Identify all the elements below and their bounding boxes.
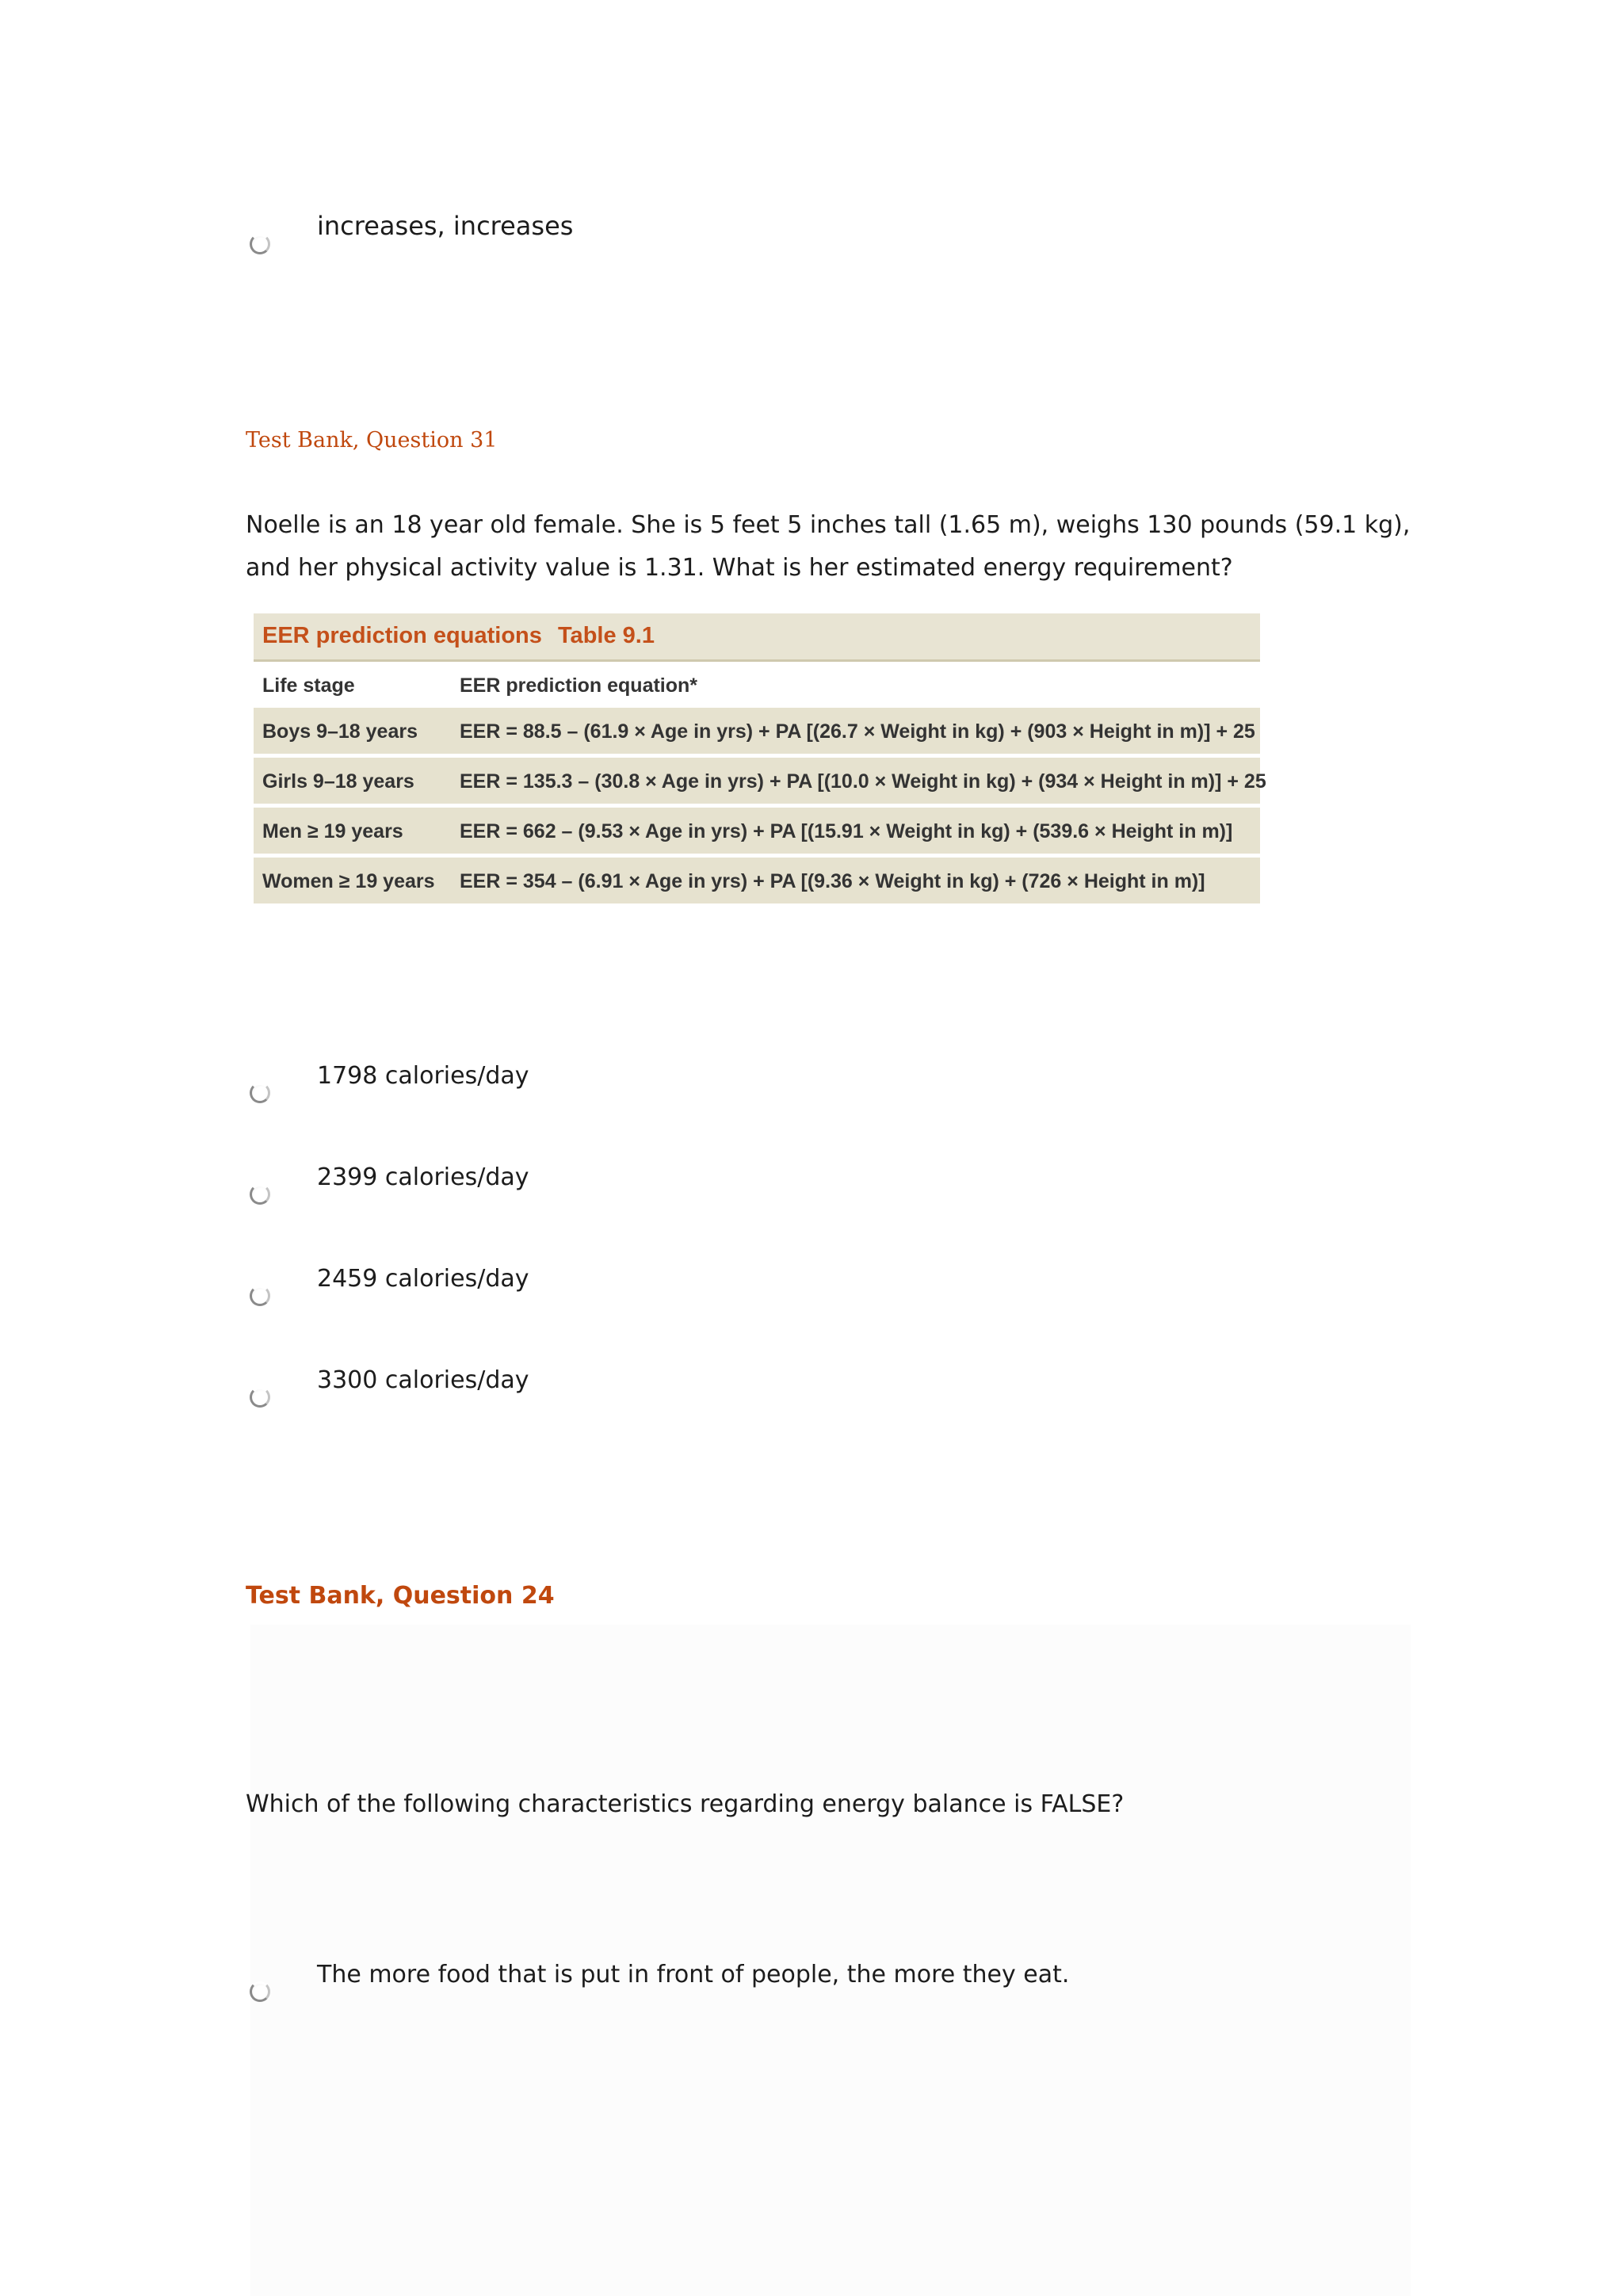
radio-button[interactable] [250, 1083, 270, 1103]
table-row [254, 858, 1260, 904]
answer-option-label: 2399 calories/day [317, 1163, 529, 1191]
table-row [254, 808, 1260, 854]
life-stage: Men ≥ 19 years [262, 820, 403, 842]
answer-option-label: increases, increases [317, 211, 574, 241]
question-text: Noelle is an 18 year old female. She is 5 feet 5 inches tall (1.65 m), weighs 130 pounds (59.1 kg), and her physical activity value is 1.31. What is her estimated energy requirement? [246, 511, 1411, 582]
table-title: EER prediction equations [262, 623, 542, 648]
table-label: Table 9.1 [558, 623, 655, 648]
column-header: Life stage [262, 674, 355, 697]
question-heading: Test Bank, Question 24 [246, 1582, 555, 1610]
radio-button[interactable] [250, 1184, 270, 1205]
radio-button[interactable] [250, 234, 270, 254]
answer-option-label: 2459 calories/day [317, 1265, 529, 1293]
radio-button[interactable] [250, 1387, 270, 1408]
answer-option-label: 3300 calories/day [317, 1366, 529, 1394]
radio-button[interactable] [250, 1981, 270, 2002]
table-row [254, 708, 1260, 754]
answer-option-label: The more food that is put in front of people, the more they eat. [317, 1961, 1070, 1988]
eer-equation: EER = 354 – (6.91 × Age in yrs) + PA [(9.36 × Weight in kg) + (726 × Height in m)] [460, 870, 1205, 892]
radio-button[interactable] [250, 1286, 270, 1306]
question-text: Which of the following characteristics regarding energy balance is FALSE? [246, 1790, 1125, 1818]
table-title-row [254, 613, 1260, 662]
eer-equation: EER = 662 – (9.53 × Age in yrs) + PA [(15.91 × Weight in kg) + (539.6 × Height in m)] [460, 820, 1233, 842]
question-heading: Test Bank, Question 31 [246, 428, 498, 453]
life-stage: Women ≥ 19 years [262, 870, 435, 892]
life-stage: Boys 9–18 years [262, 720, 418, 743]
table-row [254, 758, 1266, 804]
column-header: EER prediction equation* [460, 674, 698, 697]
eer-equation: EER = 88.5 – (61.9 × Age in yrs) + PA [(26.7 × Weight in kg) + (903 × Height in m)] + 25 [460, 720, 1255, 743]
table-header-row [254, 662, 1260, 708]
eer-equation: EER = 135.3 – (30.8 × Age in yrs) + PA [(10.0 × Weight in kg) + (934 × Height in m)] + 25 [460, 770, 1266, 793]
answer-option-label: 1798 calories/day [317, 1062, 529, 1090]
life-stage: Girls 9–18 years [262, 770, 414, 793]
eer-table [254, 613, 1266, 902]
